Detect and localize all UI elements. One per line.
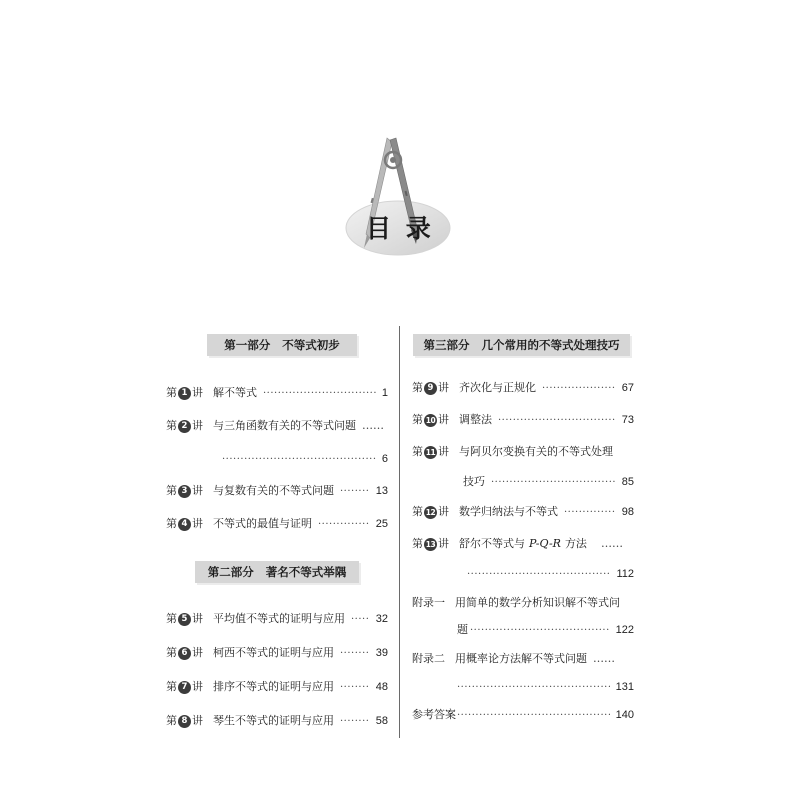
lecture-badge: 3 bbox=[178, 485, 191, 498]
toc-entry-11[interactable] bbox=[412, 444, 634, 460]
section-header-part2 bbox=[195, 561, 359, 583]
leader-dots bbox=[340, 646, 370, 662]
page-number: 58 bbox=[375, 715, 388, 727]
lecture-prefix: 第 bbox=[166, 484, 177, 497]
toc-entry-13[interactable] bbox=[412, 536, 634, 552]
lecture-suffix: 讲 bbox=[438, 445, 449, 458]
page-number: 67 bbox=[621, 382, 634, 394]
section-label: 第三部分 bbox=[423, 338, 470, 352]
section-label: 第二部分 bbox=[207, 565, 254, 579]
entry-title: 柯西不等式的证明与应用 bbox=[213, 646, 334, 659]
lecture-badge: 1 bbox=[178, 387, 191, 400]
leader-dots bbox=[467, 567, 610, 583]
page-number: 6 bbox=[381, 453, 388, 465]
leader-dots bbox=[457, 680, 610, 696]
lecture-number bbox=[166, 611, 203, 627]
toc-entry-13-continuation[interactable] bbox=[467, 566, 634, 583]
entry-title: 用简单的数学分析知识解不等式问 bbox=[455, 596, 620, 609]
toc-appendix-2-continuation[interactable] bbox=[457, 679, 634, 696]
lecture-prefix: 第 bbox=[166, 517, 177, 530]
entry-title: 平均值不等式的证明与应用 bbox=[213, 612, 345, 625]
toc-appendix-1-continuation[interactable] bbox=[457, 622, 634, 639]
page-number: 85 bbox=[621, 476, 634, 488]
toc-entry-8[interactable] bbox=[166, 713, 388, 730]
leader-dots bbox=[340, 680, 370, 696]
toc-answers[interactable] bbox=[412, 707, 634, 724]
lecture-badge: 8 bbox=[178, 715, 191, 728]
column-divider bbox=[399, 326, 400, 738]
lecture-badge: 5 bbox=[178, 613, 191, 626]
leader-dots bbox=[470, 623, 610, 639]
lecture-suffix: 讲 bbox=[438, 381, 449, 394]
page-number: 122 bbox=[615, 624, 634, 636]
toc-entry-6[interactable] bbox=[166, 645, 388, 662]
lecture-number bbox=[166, 645, 203, 661]
lecture-number bbox=[412, 444, 449, 460]
toc-entry-3[interactable] bbox=[166, 483, 388, 500]
entry-title: 与阿贝尔变换有关的不等式处理 bbox=[459, 445, 613, 458]
page-title: 目 录 bbox=[366, 214, 434, 243]
lecture-prefix: 第 bbox=[412, 381, 423, 394]
lecture-suffix: 讲 bbox=[438, 505, 449, 518]
lecture-prefix: 第 bbox=[166, 646, 177, 659]
entry-title: 排序不等式的证明与应用 bbox=[213, 680, 334, 693]
toc-entry-2[interactable] bbox=[166, 418, 388, 434]
entry-title: 用概率论方法解不等式问题 bbox=[455, 652, 587, 665]
page-number: 39 bbox=[375, 647, 388, 659]
entry-title: 琴生不等式的证明与应用 bbox=[213, 714, 334, 727]
lecture-number bbox=[166, 679, 203, 695]
section-name: 不等式初步 bbox=[282, 338, 340, 352]
entry-title: 不等式的最值与证明 bbox=[213, 517, 312, 530]
lecture-prefix: 第 bbox=[412, 413, 423, 426]
entry-title: 数学归纳法与不等式 bbox=[459, 505, 558, 518]
lecture-badge: 2 bbox=[178, 420, 191, 433]
section-header-part3 bbox=[413, 334, 630, 356]
leader-dots bbox=[491, 475, 616, 491]
page-number: 98 bbox=[621, 506, 634, 518]
entry-title: 解不等式 bbox=[213, 386, 257, 399]
leader-dots bbox=[457, 708, 610, 724]
toc-entry-12[interactable] bbox=[412, 504, 634, 521]
lecture-suffix: 讲 bbox=[438, 537, 449, 550]
entry-title: 与三角函数有关的不等式问题 bbox=[213, 419, 356, 432]
leader-dots bbox=[542, 381, 616, 397]
toc-entry-4[interactable] bbox=[166, 516, 388, 533]
leader-dots bbox=[340, 714, 370, 730]
page-number: 112 bbox=[616, 568, 634, 580]
lecture-number bbox=[166, 385, 203, 401]
lecture-prefix: 第 bbox=[166, 386, 177, 399]
lecture-badge: 4 bbox=[178, 518, 191, 531]
entry-title: 与复数有关的不等式问题 bbox=[213, 484, 334, 497]
toc-entry-2-continuation[interactable] bbox=[222, 451, 388, 468]
appendix-label: 附录二 bbox=[412, 652, 445, 665]
leader-dots bbox=[222, 452, 376, 468]
lecture-badge: 12 bbox=[425, 507, 436, 517]
leader-dots bbox=[498, 413, 616, 429]
lecture-prefix: 第 bbox=[412, 537, 423, 550]
page-number: 25 bbox=[375, 518, 388, 530]
toc-entry-9[interactable] bbox=[412, 380, 634, 397]
entry-title: 调整法 bbox=[459, 413, 492, 426]
lecture-badge: 9 bbox=[424, 382, 437, 395]
lecture-suffix: 讲 bbox=[192, 386, 203, 399]
lecture-prefix: 第 bbox=[166, 680, 177, 693]
lecture-badge: 7 bbox=[178, 681, 191, 694]
entry-title-italic: P-Q-R bbox=[529, 537, 561, 550]
section-label: 第一部分 bbox=[224, 338, 271, 352]
leader-dots bbox=[263, 386, 376, 402]
lecture-suffix: 讲 bbox=[192, 419, 203, 432]
leader-dots bbox=[351, 612, 370, 628]
lecture-suffix: 讲 bbox=[192, 484, 203, 497]
page-number: 13 bbox=[375, 485, 388, 497]
lecture-number bbox=[166, 418, 203, 434]
lecture-suffix: 讲 bbox=[192, 714, 203, 727]
ellipsis: …… bbox=[362, 419, 384, 432]
page-number: 140 bbox=[615, 709, 634, 721]
toc-entry-11-continuation[interactable] bbox=[463, 474, 634, 491]
lecture-number bbox=[166, 516, 203, 532]
toc-appendix-2[interactable] bbox=[412, 651, 634, 667]
section-name: 几个常用的不等式处理技巧 bbox=[481, 338, 620, 352]
entry-title-continued: 技巧 bbox=[463, 475, 485, 488]
lecture-number bbox=[166, 483, 203, 499]
leader-dots bbox=[564, 505, 616, 521]
lecture-suffix: 讲 bbox=[192, 680, 203, 693]
entry-title: 参考答案 bbox=[412, 708, 456, 721]
toc-appendix-1[interactable] bbox=[412, 595, 634, 611]
page-number: 32 bbox=[375, 613, 388, 625]
toc-entry-5[interactable] bbox=[166, 611, 388, 628]
page-number: 1 bbox=[381, 387, 388, 399]
entry-title-suffix: 方法 bbox=[564, 537, 587, 550]
entry-title-prefix: 舒尔不等式与 bbox=[459, 537, 525, 550]
lecture-number bbox=[166, 713, 203, 729]
lecture-badge: 11 bbox=[425, 447, 436, 457]
leader-dots bbox=[340, 484, 370, 500]
ellipsis: …… bbox=[600, 537, 623, 550]
entry-title-continued: 题 bbox=[457, 623, 468, 636]
toc-entry-1[interactable] bbox=[166, 385, 388, 402]
lecture-suffix: 讲 bbox=[192, 646, 203, 659]
lecture-prefix: 第 bbox=[412, 445, 423, 458]
lecture-number bbox=[412, 504, 449, 520]
lecture-badge: 13 bbox=[425, 539, 436, 549]
lecture-number bbox=[412, 536, 449, 552]
appendix-label: 附录一 bbox=[412, 596, 445, 609]
lecture-suffix: 讲 bbox=[438, 413, 449, 426]
lecture-prefix: 第 bbox=[412, 505, 423, 518]
leader-dots bbox=[318, 517, 370, 533]
entry-title: 齐次化与正规化 bbox=[459, 381, 536, 394]
page-number: 48 bbox=[375, 681, 388, 693]
lecture-suffix: 讲 bbox=[192, 517, 203, 530]
lecture-number bbox=[412, 380, 449, 396]
ellipsis: …… bbox=[593, 652, 615, 665]
lecture-badge: 10 bbox=[425, 415, 436, 425]
section-name: 著名不等式举隅 bbox=[265, 565, 347, 579]
toc-entry-10[interactable] bbox=[412, 412, 634, 429]
lecture-prefix: 第 bbox=[166, 714, 177, 727]
page-number: 131 bbox=[615, 681, 634, 693]
lecture-badge: 6 bbox=[178, 647, 191, 660]
page-number: 73 bbox=[621, 414, 634, 426]
lecture-suffix: 讲 bbox=[192, 612, 203, 625]
section-header-part1 bbox=[207, 334, 357, 356]
toc-entry-7[interactable] bbox=[166, 679, 388, 696]
lecture-prefix: 第 bbox=[166, 419, 177, 432]
lecture-number bbox=[412, 412, 449, 428]
lecture-prefix: 第 bbox=[166, 612, 177, 625]
